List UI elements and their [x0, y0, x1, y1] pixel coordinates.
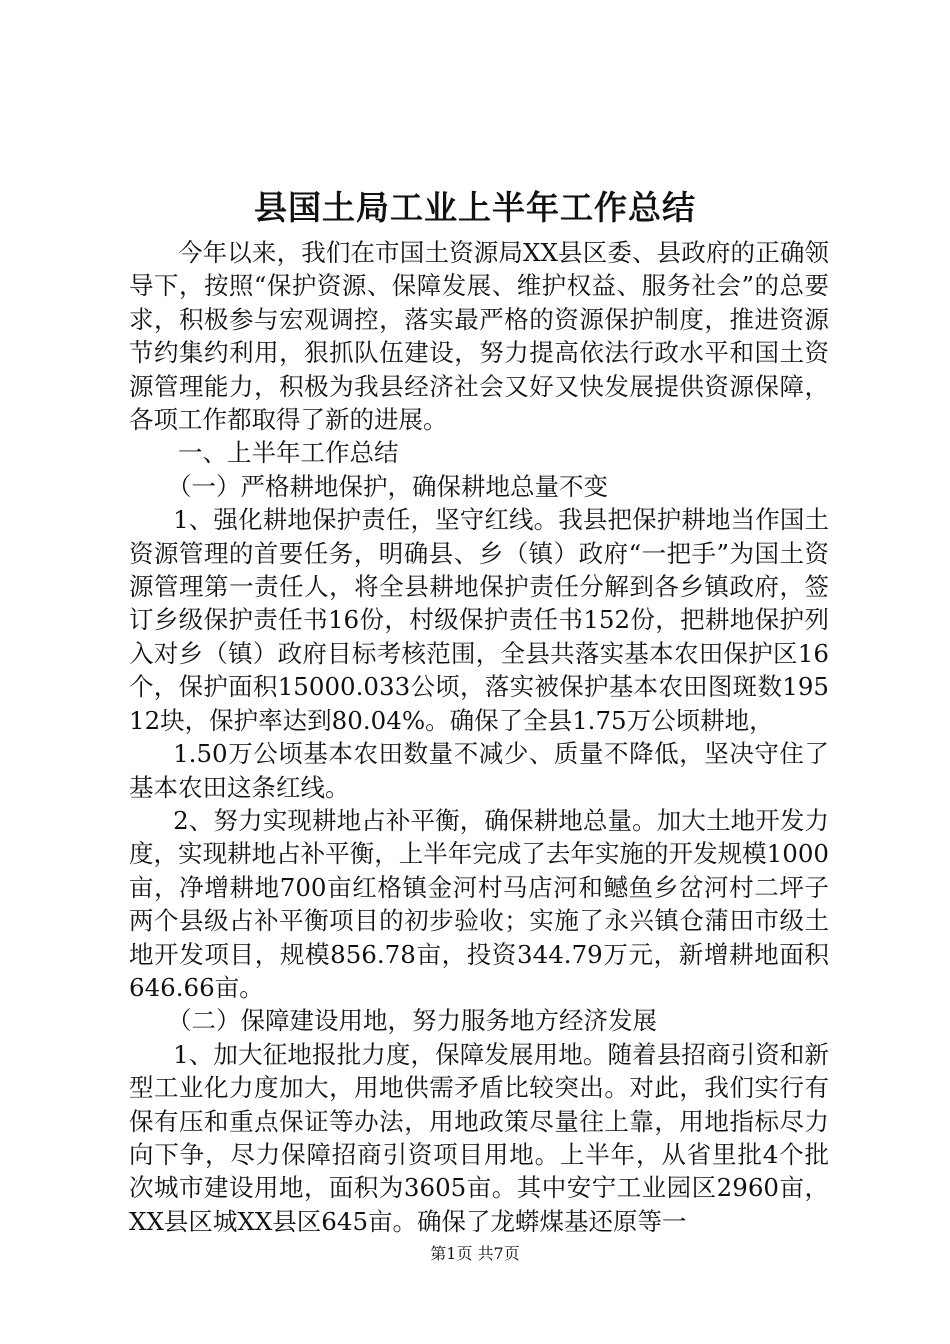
subsection-heading: （一）严格耕地保护，确保耕地总量不变 [166, 471, 608, 501]
document-body [129, 236, 829, 1238]
body-paragraph: 1、加大征地报批力度，保障发展用地。随着县招商引资和新型工业化力度加大，用地供需矛盾比较突出。对此，我们实行有保有压和重点保证等办法，用地政策尽量往上靠，用地指标尽力向下争，尽力保障招商引资项目用地。上半年，从省里批4个批次城市建设用地，面积为3605亩。其中安宁工业园区2960亩，XX县区城XX县区645亩。确保了龙蟒煤基还原等一 [129, 1039, 829, 1236]
page-footer: 第1页 共7页 [430, 1244, 520, 1263]
section-heading: 一、上半年工作总结 [178, 438, 399, 468]
intro-paragraph: 今年以来，我们在市国土资源局XX县区委、县政府的正确领导下，按照“保护资源、保障发展、维护权益、服务社会”的总要求，积极参与宏观调控，落实最严格的资源保护制度，推进资源节约集约利用，狠抓队伍建设，努力提高依法行政水平和国土资源管理能力，积极为我县经济社会又好又快发展提供资源保障，各项工作都取得了新的进展。 [129, 238, 829, 435]
document-title: 县国土局工业上半年工作总结 [254, 188, 696, 227]
body-paragraph: 1.50万公顷基本农田数量不减少、质量不降低，坚决守住了基本农田这条红线。 [129, 739, 829, 802]
body-paragraph: 1、强化耕地保护责任，坚守红线。我县把保护耕地当作国土资源管理的首要任务，明确县、乡（镇）政府“一把手”为国土资源管理第一责任人，将全县耕地保护责任分解到各乡镇政府，签订乡级保护责任书16份，村级保护责任书152份，把耕地保护列入对乡（镇）政府目标考核范围，全县共落实基本农田保护区16个，保护面积15000.033公顷，落实被保护基本农田图斑数19512块，保护率达到80.04%。确保了全县1.75万公顷耕地， [129, 505, 829, 735]
body-paragraph: 2、努力实现耕地占补平衡，确保耕地总量。加大土地开发力度，实现耕地占补平衡，上半年完成了去年实施的开发规模1000亩，净增耕地700亩红格镇金河村马店河和鳡鱼乡岔河村二坪子两个县级占补平衡项目的初步验收；实施了永兴镇仓蒲田市级土地开发项目，规模856.78亩，投资344.79万元，新增耕地面积646.66亩。 [129, 805, 829, 1002]
subsection-heading: （二）保障建设用地，努力服务地方经济发展 [166, 1006, 657, 1036]
